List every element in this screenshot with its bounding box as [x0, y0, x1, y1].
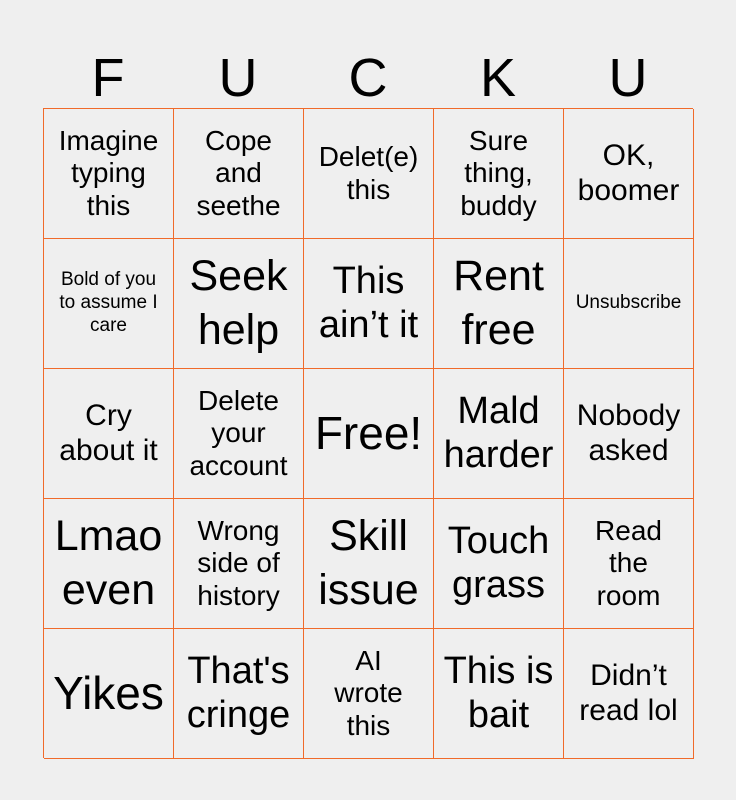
- cell-text: Read the room: [595, 515, 662, 611]
- cell-text: Imagine typing this: [58, 125, 159, 221]
- cell-text: Cry about it: [59, 399, 158, 467]
- cell-text: Bold of you to assume I care: [59, 269, 158, 336]
- bingo-cell[interactable]: [304, 369, 434, 499]
- cell-text: Delet(e) this: [318, 141, 419, 205]
- bingo-cell[interactable]: [434, 629, 564, 759]
- bingo-cell[interactable]: [44, 109, 174, 239]
- cell-text: Nobody asked: [576, 399, 681, 467]
- cell-text: Seek help: [189, 251, 288, 354]
- cell-text: Touch grass: [447, 519, 550, 606]
- bingo-cell[interactable]: [304, 109, 434, 239]
- cell-text: Skill issue: [318, 511, 419, 614]
- cell-text: OK, boomer: [577, 139, 680, 207]
- bingo-cell[interactable]: [564, 369, 694, 499]
- bingo-cell[interactable]: [434, 369, 564, 499]
- bingo-cell[interactable]: [564, 109, 694, 239]
- cell-text: Delete your account: [189, 385, 288, 481]
- bingo-header: [43, 44, 693, 108]
- bingo-cell[interactable]: [174, 369, 304, 499]
- cell-text: That's cringe: [186, 649, 291, 736]
- bingo-cell[interactable]: [434, 499, 564, 629]
- bingo-cell[interactable]: [44, 629, 174, 759]
- header-letter: C: [348, 48, 388, 108]
- cell-text: AI wrote this: [334, 645, 403, 741]
- header-letter: F: [91, 48, 125, 108]
- bingo-cell[interactable]: [44, 499, 174, 629]
- header-letter: K: [479, 48, 517, 108]
- bingo-cell[interactable]: [304, 629, 434, 759]
- header-letter: U: [218, 48, 258, 108]
- cell-text: Mald harder: [443, 389, 554, 476]
- cell-text: Wrong side of history: [197, 515, 280, 611]
- header-letter: U: [608, 48, 648, 108]
- bingo-cell[interactable]: [434, 239, 564, 369]
- cell-text: Cope and seethe: [196, 125, 281, 221]
- bingo-cell[interactable]: [174, 499, 304, 629]
- cell-text: Rent free: [453, 251, 544, 354]
- cell-text: Yikes: [53, 667, 164, 720]
- bingo-cell[interactable]: [434, 109, 564, 239]
- cell-text: This ain’t it: [318, 259, 419, 346]
- cell-text: Sure thing, buddy: [460, 125, 537, 221]
- bingo-cell[interactable]: [44, 369, 174, 499]
- cell-text: Unsubscribe: [575, 292, 682, 314]
- cell-text: Free!: [314, 407, 423, 460]
- bingo-cell[interactable]: [564, 239, 694, 369]
- cell-text: Lmao even: [54, 511, 163, 614]
- bingo-cell[interactable]: [174, 109, 304, 239]
- bingo-cell[interactable]: [44, 239, 174, 369]
- bingo-cell[interactable]: [174, 239, 304, 369]
- cell-text: This is bait: [443, 649, 554, 736]
- bingo-cell[interactable]: [564, 499, 694, 629]
- bingo-cell[interactable]: [174, 629, 304, 759]
- bingo-cell[interactable]: [304, 239, 434, 369]
- bingo-cell[interactable]: [304, 499, 434, 629]
- cell-text: Didn’t read lol: [579, 659, 678, 727]
- bingo-grid: [43, 108, 693, 758]
- bingo-cell[interactable]: [564, 629, 694, 759]
